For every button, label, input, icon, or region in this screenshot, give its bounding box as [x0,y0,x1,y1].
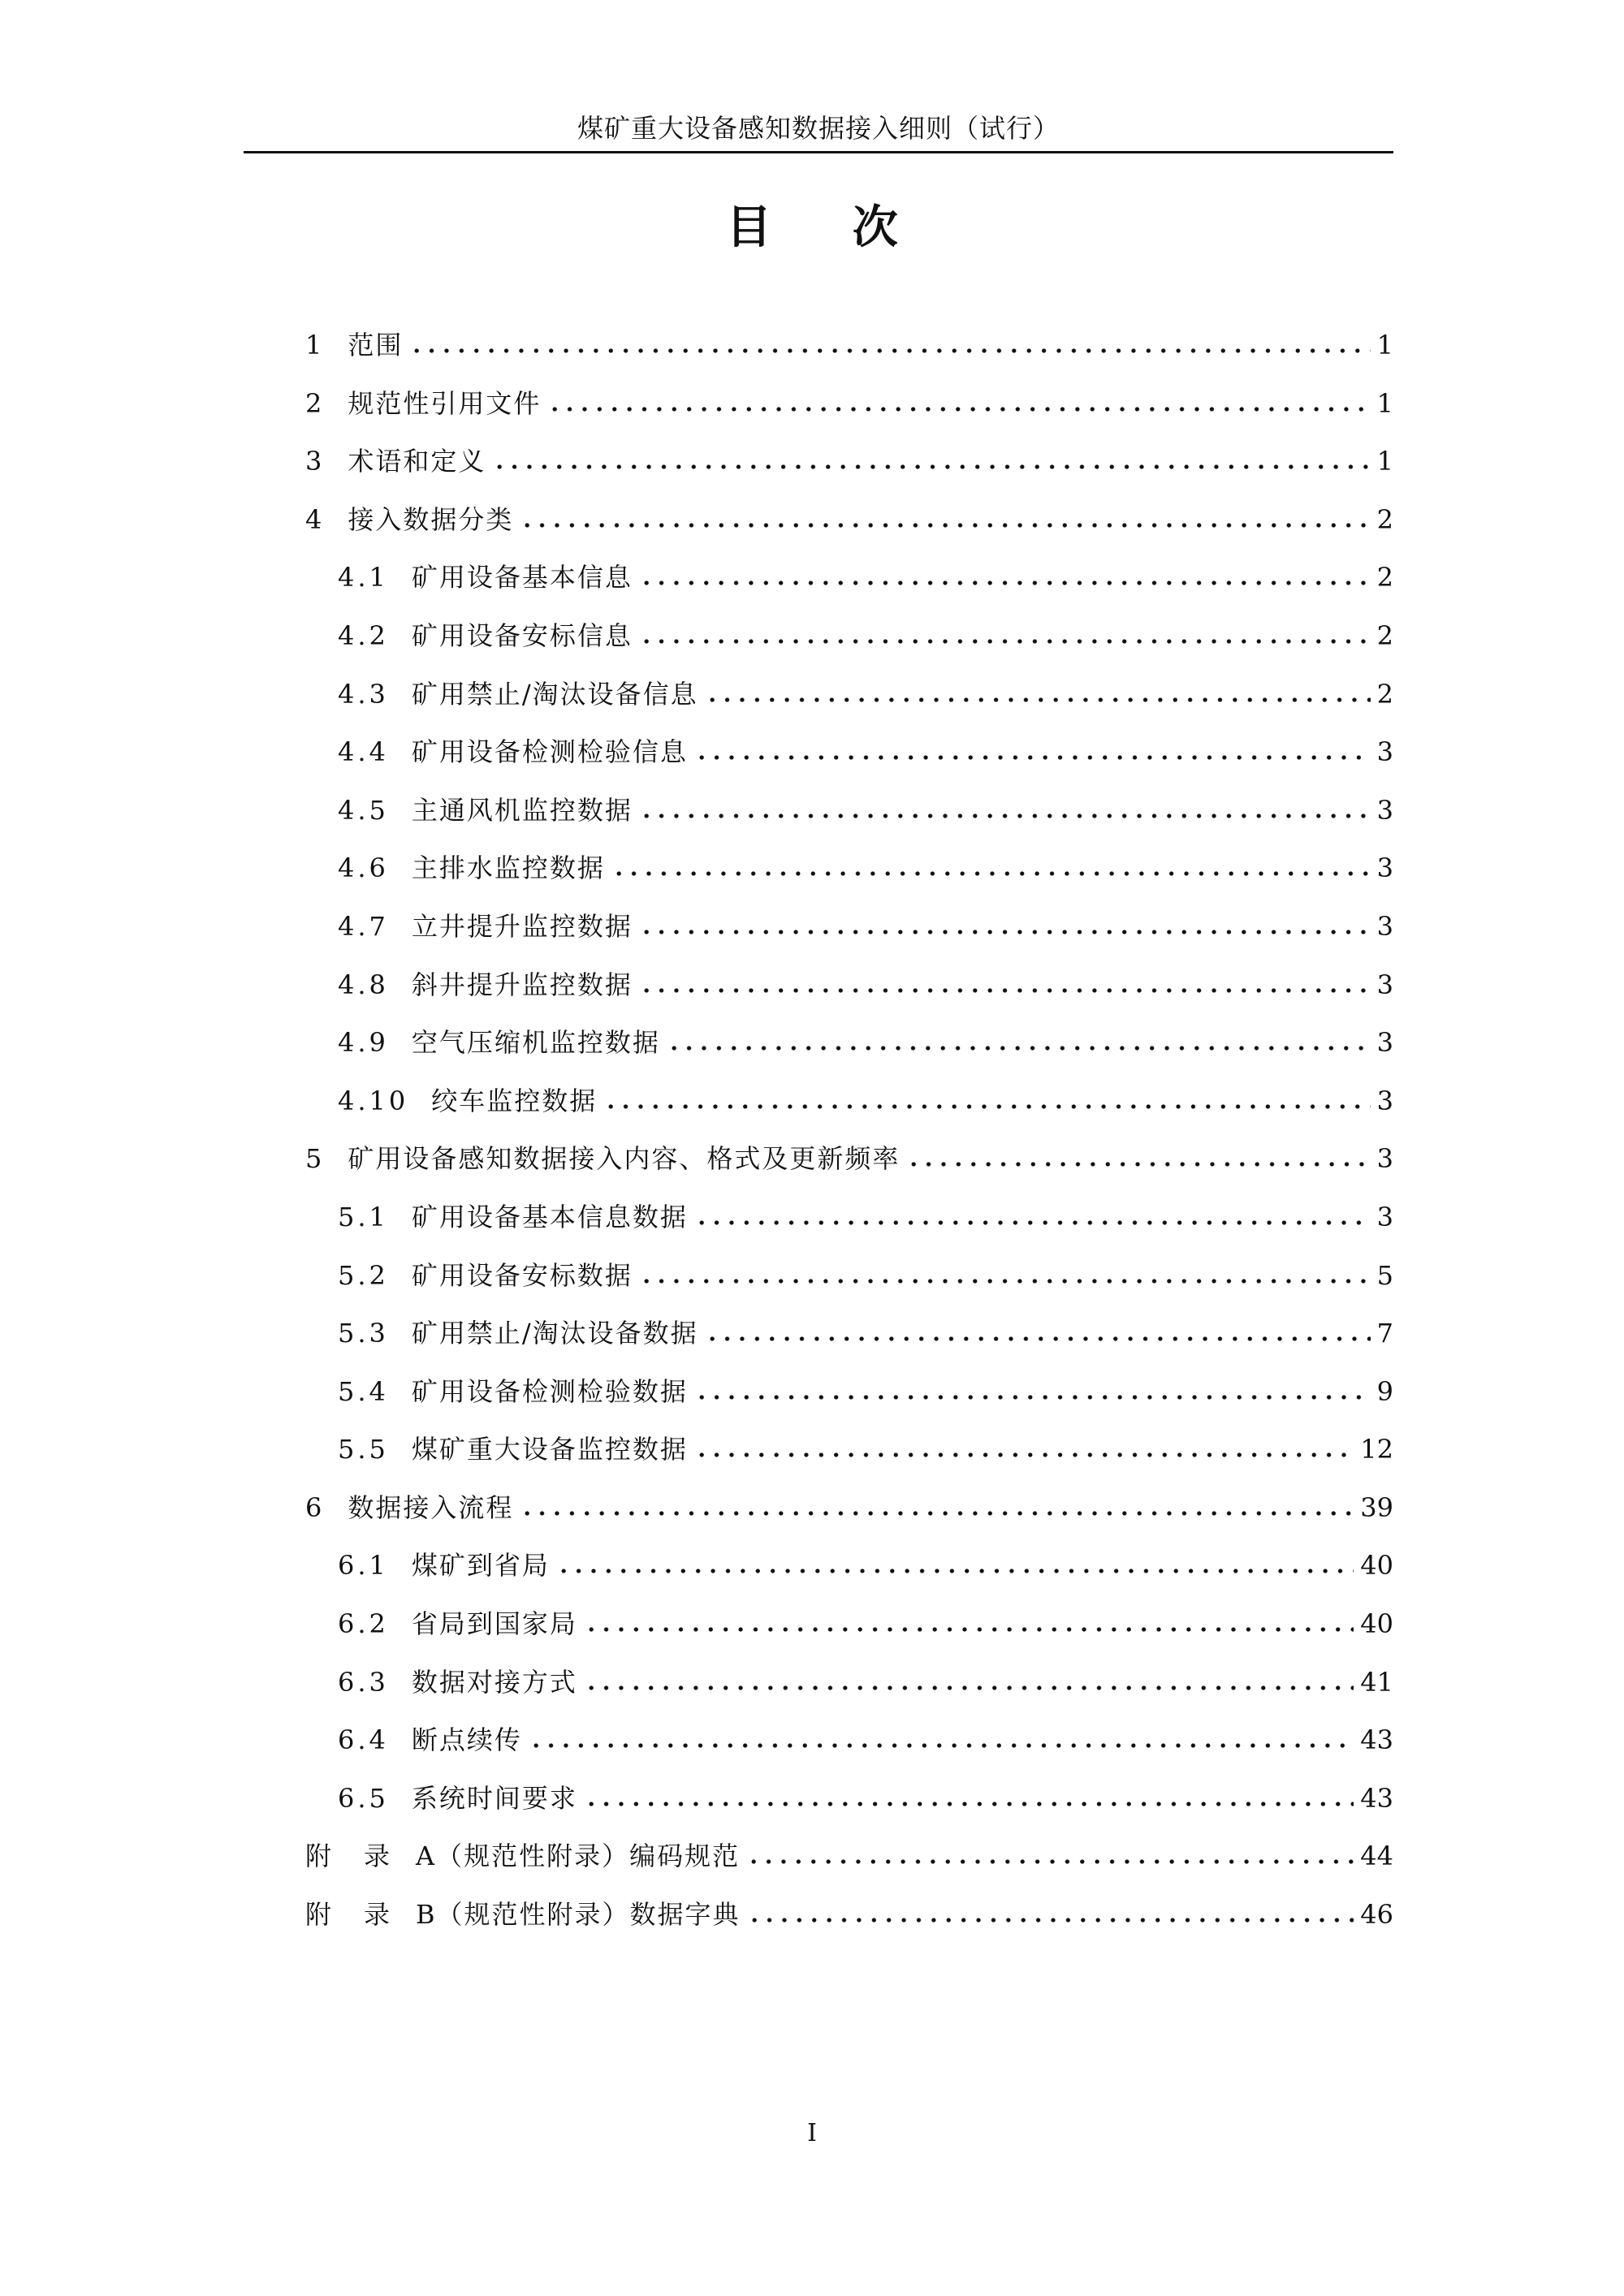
toc-entry-page: 1 [1376,387,1393,419]
toc-section-entry[interactable] [305,325,1393,383]
toc-subsection-entry[interactable] [305,1545,1393,1603]
toc-section-entry[interactable] [305,1138,1393,1197]
dot-leader [520,503,1370,529]
toc-section-entry[interactable] [305,499,1393,558]
toc-entry-title: 煤矿到省局 [411,1550,550,1582]
toc-entry-title: 术语和定义 [348,446,486,477]
dot-leader [906,1142,1370,1167]
toc-entry-title: 断点续传 [411,1724,522,1756]
dot-leader [747,1897,1354,1923]
toc-entry-number: 5.3 [338,1318,389,1349]
toc-subsection-entry[interactable] [305,1371,1393,1430]
toc-subsection-entry[interactable] [305,1603,1393,1662]
dot-leader [409,328,1370,354]
dot-leader [694,1375,1371,1400]
toc-entry-title: 煤矿重大设备监控数据 [411,1434,688,1465]
toc-entry-number: 4.1 [338,562,389,593]
toc-entry-title: 系统时间要求 [411,1782,577,1814]
toc-subsection-entry[interactable] [305,732,1393,790]
toc-entry-page: 39 [1360,1491,1393,1523]
dot-leader [705,677,1371,703]
dot-leader [639,1258,1371,1284]
toc-entry-title: 范围 [348,330,404,360]
toc-section-entry[interactable] [305,383,1393,442]
dot-leader [492,444,1370,470]
toc-entry-title: 空气压缩机监控数据 [411,1027,660,1059]
toc-entry-number: 4.9 [338,1027,389,1059]
toc-entry-title: 矿用禁止/淘汰设备数据 [411,1318,698,1349]
toc-entry-page: 3 [1376,794,1393,826]
toc-entry-page: 46 [1360,1899,1393,1931]
toc-subsection-entry[interactable] [305,790,1393,848]
toc-entry-number: 附 录 [305,1899,394,1931]
toc-entry-title: 数据对接方式 [411,1666,577,1698]
toc-list [305,325,1393,1953]
toc-entry-number: 6.4 [338,1724,389,1756]
toc-entry-number: 6.3 [338,1666,389,1698]
toc-entry-number: 5 [305,1143,326,1175]
toc-entry-title: 省局到国家局 [411,1608,577,1640]
toc-entry-page: 40 [1360,1550,1393,1582]
dot-leader [611,851,1371,877]
running-header: 煤矿重大设备感知数据接入细则（试行） [577,113,1060,144]
toc-section-entry[interactable] [305,1487,1393,1546]
toc-entry-title: 矿用设备感知数据接入内容、格式及更新频率 [348,1143,901,1175]
dot-leader [639,560,1371,586]
toc-entry-number: 附 录 [305,1841,394,1872]
toc-entry-number: 5.5 [338,1434,389,1465]
toc-entry-page: 5 [1376,1259,1393,1291]
toc-title: 目 次 [726,201,931,254]
toc-entry-title: 立井提升监控数据 [411,910,633,942]
toc-subsection-entry[interactable] [305,1313,1393,1371]
toc-entry-number: 4.2 [338,619,389,651]
toc-entry-number: 6.5 [338,1782,389,1814]
dot-leader [694,1432,1354,1458]
toc-subsection-entry[interactable] [305,1022,1393,1081]
dot-leader [705,1316,1371,1342]
toc-entry-number: 5.2 [338,1259,389,1291]
toc-entry-title: A（规范性附录）编码规范 [416,1841,741,1872]
toc-entry-title: 矿用设备安标数据 [411,1259,633,1291]
toc-section-entry[interactable] [305,441,1393,499]
toc-entry-page: 9 [1376,1375,1393,1407]
dot-leader [639,619,1371,645]
toc-entry-title: 矿用设备基本信息 [411,562,633,593]
toc-entry-number: 6.1 [338,1550,389,1582]
toc-entry-number: 5.4 [338,1375,389,1407]
toc-entry-title: 斜井提升监控数据 [411,969,633,1000]
toc-entry-title: 矿用禁止/淘汰设备信息 [411,678,698,710]
dot-leader [584,1665,1354,1691]
dot-leader [694,735,1371,761]
toc-subsection-entry[interactable] [305,615,1393,674]
dot-leader [639,968,1371,994]
toc-entry-title: 规范性引用文件 [348,387,542,419]
toc-subsection-entry[interactable] [305,965,1393,1023]
toc-entry-title: 矿用设备安标信息 [411,619,633,651]
toc-subsection-entry[interactable] [305,1255,1393,1314]
toc-entry-number: 4.4 [338,736,389,768]
toc-entry-page: 3 [1376,969,1393,1000]
toc-entry-page: 3 [1376,910,1393,942]
dot-leader [746,1839,1354,1865]
toc-section-entry[interactable] [305,1836,1393,1894]
toc-entry-title: 绞车监控数据 [431,1085,598,1116]
toc-entry-page: 1 [1376,446,1393,477]
dot-leader [667,1025,1371,1051]
toc-entry-number: 1 [305,330,326,360]
dot-leader [547,386,1370,412]
toc-section-entry[interactable] [305,1894,1393,1953]
toc-subsection-entry[interactable] [305,1429,1393,1487]
dot-leader [520,1491,1354,1517]
toc-entry-number: 4.8 [338,969,389,1000]
toc-subsection-entry[interactable] [305,674,1393,732]
toc-entry-title: B（规范性附录）数据字典 [416,1899,741,1931]
toc-entry-page: 43 [1360,1724,1393,1756]
toc-subsection-entry[interactable] [305,1662,1393,1720]
toc-entry-number: 4.7 [338,910,389,942]
toc-entry-page: 3 [1376,1201,1393,1232]
toc-subsection-entry[interactable] [305,906,1393,965]
toc-entry-number: 3 [305,446,326,477]
toc-entry-page: 43 [1360,1782,1393,1814]
toc-entry-page: 44 [1360,1841,1393,1872]
toc-entry-number: 4.10 [338,1085,409,1116]
toc-subsection-entry[interactable] [305,1720,1393,1778]
toc-entry-title: 接入数据分类 [348,503,514,535]
toc-entry-page: 12 [1360,1434,1393,1465]
toc-entry-title: 矿用设备基本信息数据 [411,1201,688,1232]
dot-leader [639,909,1371,935]
toc-entry-page: 3 [1376,736,1393,768]
toc-subsection-entry[interactable] [305,1778,1393,1836]
toc-entry-number: 4.5 [338,794,389,826]
header-rule [244,151,1393,153]
dot-leader [556,1548,1354,1574]
toc-entry-page: 2 [1376,678,1393,710]
toc-entry-title: 主排水监控数据 [411,852,605,884]
toc-entry-title: 数据接入流程 [348,1491,514,1523]
dot-leader [603,1084,1370,1110]
toc-entry-number: 4.6 [338,852,389,884]
dot-leader [584,1781,1354,1807]
toc-subsection-entry[interactable] [305,1081,1393,1139]
toc-subsection-entry[interactable] [305,557,1393,615]
dot-leader [639,793,1371,819]
toc-entry-title: 主通风机监控数据 [411,794,633,826]
dot-leader [584,1607,1354,1633]
toc-entry-title: 矿用设备检测检验数据 [411,1375,688,1407]
toc-entry-page: 41 [1360,1666,1393,1698]
toc-entry-page: 3 [1376,1085,1393,1116]
toc-entry-number: 6 [305,1491,326,1523]
toc-entry-page: 3 [1376,852,1393,884]
dot-leader [694,1200,1371,1226]
toc-entry-page: 3 [1376,1027,1393,1059]
toc-entry-number: 4 [305,503,326,535]
toc-entry-number: 5.1 [338,1201,389,1232]
toc-entry-number: 2 [305,387,326,419]
toc-entry-title: 矿用设备检测检验信息 [411,736,688,768]
toc-entry-page: 2 [1376,503,1393,535]
toc-entry-page: 40 [1360,1608,1393,1640]
toc-entry-number: 4.3 [338,678,389,710]
dot-leader [529,1723,1354,1749]
toc-entry-page: 2 [1376,562,1393,593]
toc-entry-page: 1 [1376,330,1393,360]
toc-subsection-entry[interactable] [305,1197,1393,1255]
toc-entry-page: 7 [1376,1318,1393,1349]
toc-subsection-entry[interactable] [305,848,1393,906]
toc-entry-page: 2 [1376,619,1393,651]
page-number: I [807,2119,817,2147]
toc-entry-number: 6.2 [338,1608,389,1640]
toc-entry-page: 3 [1376,1143,1393,1175]
